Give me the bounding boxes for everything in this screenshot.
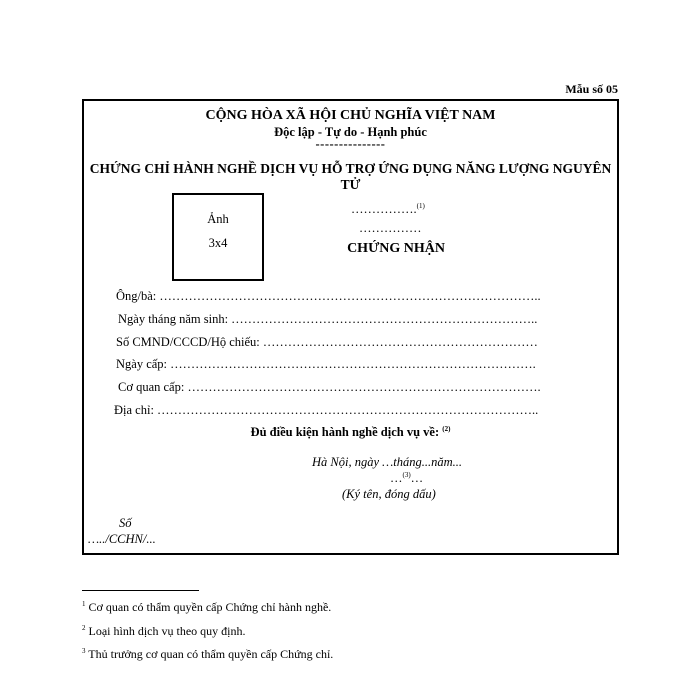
photo-label: Ảnh [207, 212, 229, 226]
footnote-mark: 1 [82, 600, 86, 608]
issuer-ref: (1) [416, 202, 425, 210]
footnote-3 [82, 647, 333, 662]
holder-name-field: Ông/bà: ……………………………………………………………………………….. [116, 289, 541, 303]
issuer-name-line [351, 202, 425, 217]
footnote-1 [82, 600, 331, 615]
certify-heading: CHỨNG NHẬN [347, 241, 445, 256]
certificate-title: CHỨNG CHỈ HÀNH NGHỀ DỊCH VỤ HỖ TRỢ ỨNG DỤNG NĂNG LƯỢNG NGUYÊN TỬ [89, 161, 612, 192]
qualification-text: Đủ điều kiện hành nghề dịch vụ về: [250, 425, 440, 440]
qualification-line [84, 425, 617, 440]
place-date-line: Hà Nội, ngày …tháng...năm... [312, 455, 462, 469]
issue-date-field: Ngày cấp: ……………………………………………………………………………. [116, 357, 536, 371]
certificate-number-label: Số [119, 516, 132, 530]
issuer-dots: ……………. [351, 202, 417, 217]
issuing-agency-field: Cơ quan cấp: …………………………………………………………………………. [118, 380, 541, 394]
certificate-frame [82, 99, 619, 555]
signature-note: (Ký tên, đóng dấu) [342, 487, 436, 501]
footnote-mark: 3 [82, 647, 86, 655]
birth-date-field: Ngày tháng năm sinh: ……………………………………………………………….. [118, 312, 538, 326]
signer-line [390, 471, 423, 486]
national-motto: Độc lập - Tự do - Hạnh phúc [274, 125, 427, 139]
qualification-ref: (2) [442, 425, 451, 433]
photo-placeholder [172, 193, 264, 281]
certificate-number-value: …../CCHN/... [88, 532, 156, 546]
footnote-divider [82, 590, 199, 591]
signer-dots-left: … [390, 471, 403, 486]
footnote-text: Thủ trưởng cơ quan có thẩm quyền cấp Chứng chỉ. [88, 647, 334, 661]
signer-ref: (3) [402, 471, 411, 479]
footnote-text: Cơ quan có thẩm quyền cấp Chứng chỉ hành nghề. [88, 600, 332, 614]
address-field: Địa chỉ: ……………………………………………………………………………….. [114, 403, 539, 417]
country-name: CỘNG HÒA XÃ HỘI CHỦ NGHĨA VIỆT NAM [205, 108, 496, 123]
signer-dots-right: … [410, 471, 424, 486]
photo-size: 3x4 [208, 236, 228, 250]
footnote-mark: 2 [82, 624, 86, 632]
footnote-2 [82, 624, 245, 639]
id-number-field: Số CMND/CCCD/Hộ chiếu: ………………………………………………………… [116, 335, 538, 349]
header-divider: --------------- [315, 137, 386, 151]
form-code: Mẫu số 05 [565, 82, 618, 96]
issuer-sub-line: …………… [359, 221, 422, 235]
footnote-text: Loại hình dịch vụ theo quy định. [88, 624, 246, 638]
